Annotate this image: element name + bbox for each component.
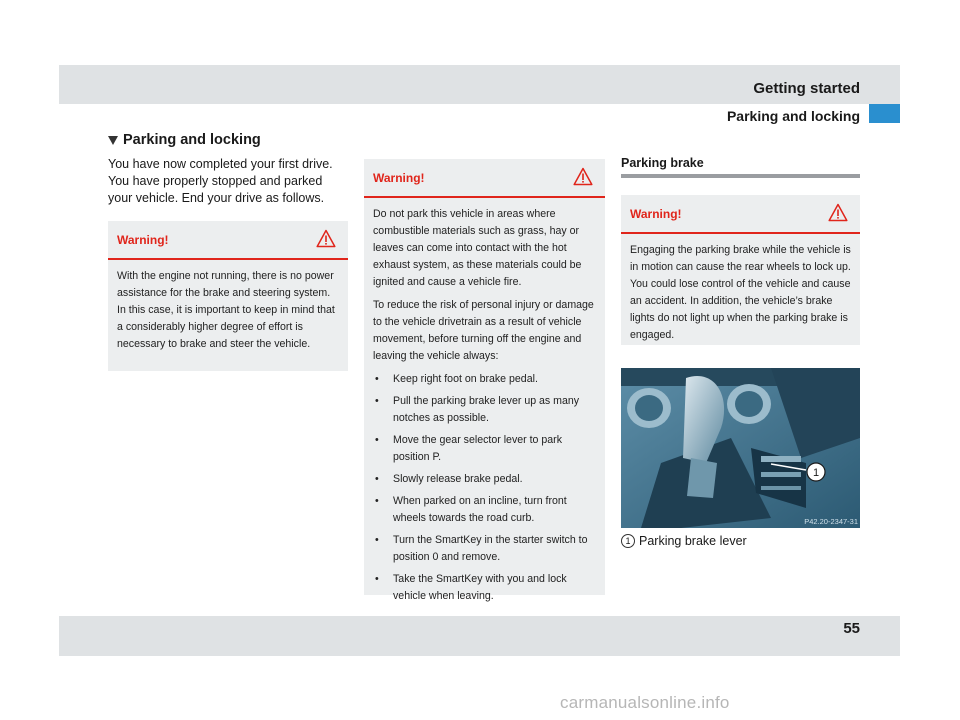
warning-title: Warning! (373, 171, 425, 185)
section-title: Parking and locking (726, 108, 860, 124)
watermark-text: carmanualsonline.info (560, 693, 730, 712)
warning-triangle-icon (573, 167, 593, 186)
page-heading (108, 132, 261, 148)
warning-header (108, 221, 348, 260)
list-item: • Keep right foot on brake pedal. (373, 371, 596, 388)
parking-brake-photo (621, 368, 860, 528)
parking-brake-heading: Parking brake (621, 156, 704, 170)
caption-number: 1 (621, 534, 635, 548)
page-number: 55 (843, 620, 860, 637)
warning-text (364, 198, 605, 620)
warning-paragraph: To reduce the risk of personal injury or damage to the vehicle drivetrain as a result of vehicle movement, before turning off the engine and leaving the vehicle always: (373, 299, 594, 362)
caption-text: Parking brake lever (639, 534, 747, 548)
warning-header (364, 159, 605, 198)
list-item: • Move the gear selector lever to park position P. (373, 432, 596, 466)
warning-box-parking-brake (621, 195, 860, 345)
warning-title: Warning! (630, 207, 682, 221)
section-marker (869, 104, 900, 123)
list-item: • Take the SmartKey with you and lock vehicle when leaving. (373, 571, 596, 605)
warning-triangle-icon (828, 203, 848, 222)
page-heading-text: Parking and locking (123, 132, 261, 148)
warning-paragraph: Do not park this vehicle in areas where combustible materials such as grass, hay or leaves can come into contact with the hot exhaust system, as these materials could be ignited and cause a vehicle fire. (373, 208, 582, 288)
chapter-title: Getting started (753, 80, 860, 97)
warning-triangle-icon (316, 229, 336, 248)
image-code: P42.20-2347-31 (804, 517, 858, 526)
footer-band (59, 616, 900, 656)
warning-box-engine (108, 221, 348, 371)
list-item: • Pull the parking brake lever up as many notches as possible. (373, 393, 596, 427)
precaution-list (373, 371, 596, 605)
triangle-down-icon (108, 136, 118, 145)
console-illustration (621, 368, 860, 528)
photo-caption (621, 534, 747, 548)
list-item: • Turn the SmartKey in the starter switch to position 0 and remove. (373, 532, 596, 566)
warning-text: Engaging the parking brake while the vehicle is in motion can cause the rear wheels to lock up. You could lose control of the vehicle and cause an accident. In addition, the vehicle’s brake lights do not light up when the parking brake is engaged. (630, 244, 851, 341)
heading-rule (621, 174, 860, 178)
warning-header (621, 195, 860, 234)
warning-text: With the engine not running, there is no power assistance for the brake and steering system. In this case, it is important to keep in mind that a considerably higher degree of effort is necessary to brake and steer the vehicle. (117, 270, 335, 350)
intro-paragraph: You have now completed your first drive. You have properly stopped and parked your vehicle. End your drive as follows. (108, 157, 333, 205)
warning-box-parking (364, 159, 605, 602)
warning-title: Warning! (117, 233, 169, 247)
list-item: • When parked on an incline, turn front wheels towards the road curb. (373, 493, 596, 527)
list-item: • Slowly release brake pedal. (373, 471, 596, 488)
callout-number: 1 (812, 467, 820, 479)
